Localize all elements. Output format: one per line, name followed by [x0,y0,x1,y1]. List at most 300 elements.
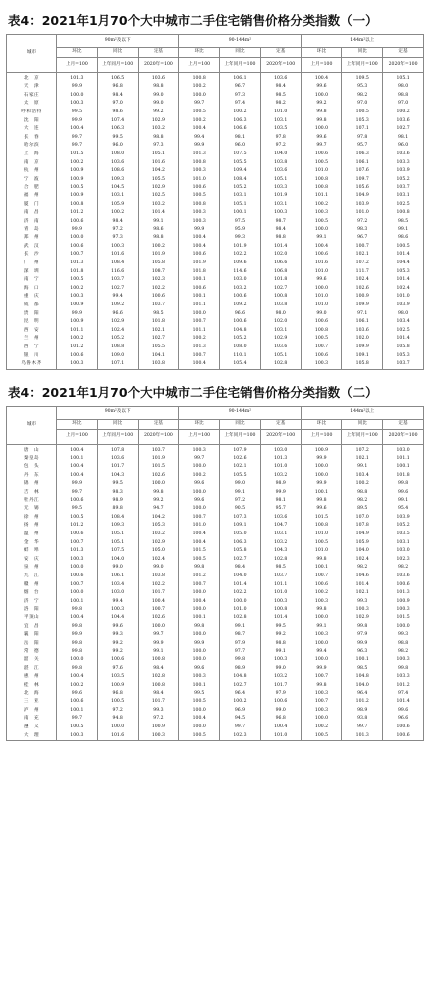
index-value: 100.2 [301,589,342,597]
index-value: 98.2 [383,648,424,656]
index-value: 98.8 [260,234,301,242]
index-value: 99.4 [179,134,220,142]
index-value: 104.4 [97,614,138,622]
city-name: 厦 门 [7,201,57,209]
index-value: 97.2 [220,497,261,505]
index-value: 101.2 [57,209,98,217]
city-name: 包 头 [7,463,57,471]
index-value: 103.7 [260,573,301,581]
index-value: 100.0 [301,472,342,480]
table-row [7,631,424,639]
index-value: 96.6 [97,310,138,318]
index-value: 103.6 [383,151,424,159]
index-value: 100.9 [97,682,138,690]
index-value: 100.3 [383,656,424,664]
city-name: 湛 江 [7,665,57,673]
table-row [7,293,424,301]
index-value: 100.7 [301,573,342,581]
table-row [7,209,424,217]
table-row [7,455,424,463]
index-value: 101.1 [260,581,301,589]
table-row [7,505,424,513]
index-value: 105.5 [138,344,179,352]
index-value: 103.6 [97,159,138,167]
index-value: 100.8 [260,606,301,614]
index-value: 102.8 [260,360,301,369]
index-value: 99.8 [57,640,98,648]
index-value: 109.3 [97,522,138,530]
index-value: 105.2 [383,176,424,184]
index-value: 101.6 [97,732,138,741]
index-value: 100.3 [57,732,98,741]
index-value: 100.7 [342,243,383,251]
city-name: 郑 州 [7,234,57,242]
index-value: 105.8 [220,547,261,555]
index-value: 102.7 [260,285,301,293]
index-value: 100.2 [220,698,261,706]
index-value: 100.7 [57,581,98,589]
index-value: 102.2 [138,285,179,293]
index-value: 109.1 [342,352,383,360]
index-value: 98.2 [260,100,301,108]
header-base-basis: 2020年=100 [260,58,301,73]
index-value: 106.3 [220,539,261,547]
index-value: 99.9 [301,480,342,488]
index-value: 99.0 [138,564,179,572]
index-value: 103.9 [383,514,424,522]
index-value: 105.3 [138,522,179,530]
index-value: 104.3 [97,472,138,480]
index-value: 100.9 [57,302,98,310]
index-value: 100.0 [179,589,220,597]
index-value: 102.9 [138,184,179,192]
index-value: 101.3 [260,455,301,463]
index-value: 96.6 [220,310,261,318]
index-value: 98.8 [138,83,179,91]
city-name: 三 亚 [7,698,57,706]
header-yoy-basis: 上年同月=100 [97,429,138,444]
index-value: 94.7 [138,505,179,513]
index-value: 100.1 [301,564,342,572]
city-name: 徐 州 [7,514,57,522]
index-value: 96.4 [220,690,261,698]
city-name: 南 充 [7,715,57,723]
index-value: 100.3 [301,598,342,606]
index-value: 100.5 [57,184,98,192]
index-value: 105.1 [260,176,301,184]
index-value: 101.0 [260,109,301,117]
index-value: 106.3 [342,151,383,159]
index-value: 100.4 [57,673,98,681]
index-value: 100.1 [179,614,220,622]
index-value: 101.9 [220,243,261,251]
table-row [7,673,424,681]
index-value: 101.3 [342,732,383,741]
index-value: 99.0 [138,100,179,108]
index-value: 104.3 [260,547,301,555]
index-value: 100.0 [301,656,342,664]
table-row [7,268,424,276]
index-value: 102.2 [220,251,261,259]
header-group2: 90-144m² [179,35,301,48]
city-name: 南 昌 [7,209,57,217]
city-name: 温 州 [7,531,57,539]
index-value: 100.6 [57,531,98,539]
city-name: 青 岛 [7,226,57,234]
header-group1: 90m²及以下 [57,406,179,419]
index-value: 100.0 [179,656,220,664]
index-value: 99.5 [97,134,138,142]
index-value: 103.8 [138,360,179,369]
index-value: 100.1 [179,293,220,301]
index-value: 98.3 [97,489,138,497]
index-value: 99.3 [97,631,138,639]
index-value: 105.8 [383,344,424,352]
city-name: 哈尔滨 [7,142,57,150]
index-value: 102.1 [342,251,383,259]
index-value: 99.0 [260,665,301,673]
index-value: 100.0 [179,92,220,100]
index-value: 99.9 [57,480,98,488]
city-name: 大 连 [7,125,57,133]
index-value: 105.3 [383,268,424,276]
index-value: 103.5 [260,125,301,133]
header-yoy: 同比 [220,419,261,429]
index-value: 106.6 [220,125,261,133]
index-value: 103.9 [383,302,424,310]
index-value: 100.6 [301,151,342,159]
table-row [7,598,424,606]
index-value: 99.5 [57,109,98,117]
index-value: 100.9 [57,176,98,184]
index-value: 99.3 [342,598,383,606]
index-value: 100.2 [97,209,138,217]
index-value: 107.2 [342,444,383,455]
index-value: 100.0 [301,715,342,723]
index-value: 94.8 [97,715,138,723]
index-value: 105.2 [97,335,138,343]
index-value: 99.6 [301,134,342,142]
index-value: 99.8 [57,665,98,673]
city-name: 宁 波 [7,176,57,184]
index-value: 104.9 [342,531,383,539]
index-value: 107.2 [342,260,383,268]
index-value: 100.5 [342,109,383,117]
index-value: 108.7 [138,268,179,276]
index-value: 103.6 [260,344,301,352]
index-value: 102.6 [138,614,179,622]
table-row [7,310,424,318]
table-row [7,142,424,150]
index-value: 98.5 [342,665,383,673]
index-value: 99.9 [301,455,342,463]
index-value: 100.9 [57,318,98,326]
index-value: 99.7 [301,142,342,150]
table-row [7,690,424,698]
index-value: 97.3 [138,142,179,150]
index-value: 97.8 [260,134,301,142]
index-value: 101.3 [57,260,98,268]
index-value: 104.7 [260,522,301,530]
index-value: 99.1 [138,218,179,226]
table-row [7,335,424,343]
index-value: 101.3 [383,589,424,597]
table-row [7,352,424,360]
index-value: 100.0 [301,92,342,100]
index-value: 101.3 [57,547,98,555]
index-value: 101.5 [383,614,424,622]
index-value: 100.9 [383,598,424,606]
index-value: 101.8 [179,268,220,276]
city-name: 乌鲁木齐 [7,360,57,369]
table-row [7,606,424,614]
header-base-basis: 2020年=100 [138,58,179,73]
city-name: 岳 阳 [7,640,57,648]
index-value: 100.6 [383,581,424,589]
index-value: 101.9 [138,455,179,463]
index-value: 99.6 [301,505,342,513]
index-value: 107.5 [220,151,261,159]
table-row [7,547,424,555]
index-value: 97.9 [220,640,261,648]
index-value: 102.1 [342,589,383,597]
index-value: 100.1 [220,209,261,217]
index-value: 101.2 [57,522,98,530]
city-name: 安 庆 [7,556,57,564]
index-value: 100.2 [179,117,220,125]
index-value: 100.9 [138,724,179,732]
index-value: 100.4 [179,125,220,133]
city-name: 长 春 [7,134,57,142]
index-value: 101.2 [57,344,98,352]
index-value: 101.1 [179,302,220,310]
index-value: 102.5 [383,327,424,335]
header-mom-basis: 上月=100 [301,429,342,444]
table-row [7,109,424,117]
city-name: 济 南 [7,218,57,226]
table-row [7,344,424,352]
index-value: 100.7 [179,514,220,522]
index-value: 99.1 [383,226,424,234]
table-row [7,665,424,673]
index-value: 100.0 [383,623,424,631]
header-mom-basis: 上月=100 [179,429,220,444]
index-value: 98.5 [260,92,301,100]
index-value: 102.9 [138,539,179,547]
index-value: 101.9 [260,192,301,200]
index-value: 100.0 [57,656,98,664]
table-row [7,732,424,741]
city-name: 武 汉 [7,243,57,251]
index-value: 100.3 [301,707,342,715]
table1 [6,34,424,370]
index-value: 99.7 [342,724,383,732]
index-value: 95.9 [220,226,261,234]
index-value: 100.1 [301,489,342,497]
index-value: 116.6 [97,268,138,276]
index-value: 102.0 [260,251,301,259]
index-value: 98.9 [342,707,383,715]
index-value: 101.4 [342,581,383,589]
index-value: 100.3 [301,360,342,369]
index-value: 99.7 [57,489,98,497]
index-value: 100.3 [179,673,220,681]
index-value: 111.7 [342,268,383,276]
index-value: 103.7 [138,444,179,455]
table-row [7,480,424,488]
index-value: 103.6 [260,167,301,175]
index-value: 98.0 [383,83,424,91]
index-value: 100.6 [220,318,261,326]
index-value: 99.6 [383,707,424,715]
index-value: 100.0 [301,614,342,622]
index-value: 99.8 [301,682,342,690]
index-value: 98.9 [260,480,301,488]
index-value: 99.8 [220,656,261,664]
index-value: 90.5 [220,505,261,513]
index-value: 99.0 [138,92,179,100]
index-value: 100.0 [301,125,342,133]
index-value: 102.7 [220,682,261,690]
city-name: 济 宁 [7,598,57,606]
index-value: 103.9 [342,201,383,209]
index-value: 100.0 [220,598,261,606]
index-value: 99.6 [179,497,220,505]
table-row [7,556,424,564]
table-row [7,623,424,631]
city-name: 石家庄 [7,92,57,100]
index-value: 107.5 [97,547,138,555]
index-value: 100.6 [57,243,98,251]
index-value: 97.0 [97,100,138,108]
index-value: 100.6 [97,656,138,664]
index-value: 99.9 [57,226,98,234]
index-value: 96.0 [383,142,424,150]
city-name: 唐 山 [7,444,57,455]
index-value: 89.8 [97,505,138,513]
index-value: 109.9 [342,344,383,352]
header-mom: 环比 [301,419,342,429]
index-value: 100.5 [301,732,342,741]
index-value: 103.3 [260,184,301,192]
index-value: 109.4 [220,167,261,175]
index-value: 101.3 [179,344,220,352]
index-value: 100.9 [57,167,98,175]
table-row [7,92,424,100]
index-value: 101.2 [342,698,383,706]
city-name: 烟 台 [7,589,57,597]
index-value: 102.7 [138,335,179,343]
index-value: 100.5 [301,218,342,226]
city-name: 呼和浩特 [7,109,57,117]
index-value: 100.4 [57,463,98,471]
city-name: 海 口 [7,285,57,293]
index-value: 103.6 [260,73,301,84]
city-name: 宜 昌 [7,623,57,631]
index-value: 98.2 [342,497,383,505]
index-value: 99.7 [138,631,179,639]
index-value: 99.1 [383,497,424,505]
index-value: 100.5 [301,335,342,343]
index-value: 101.4 [383,276,424,284]
index-value: 100.0 [179,724,220,732]
index-value: 101.7 [138,589,179,597]
index-value: 105.5 [138,176,179,184]
index-value: 101.0 [220,606,261,614]
index-value: 102.0 [342,335,383,343]
index-value: 100.6 [301,581,342,589]
index-value: 103.8 [260,302,301,310]
index-value: 104.2 [138,167,179,175]
index-value: 99.4 [97,598,138,606]
index-value: 99.6 [301,83,342,91]
table-row [7,184,424,192]
index-value: 100.0 [57,564,98,572]
index-value: 100.0 [179,489,220,497]
index-value: 103.1 [220,192,261,200]
index-value: 102.4 [342,556,383,564]
city-name: 丹 东 [7,472,57,480]
index-value: 101.4 [383,698,424,706]
index-value: 98.8 [383,640,424,648]
index-value: 101.7 [97,463,138,471]
index-value: 108.6 [97,167,138,175]
index-value: 100.3 [179,209,220,217]
index-value: 99.9 [301,665,342,673]
index-value: 103.5 [383,531,424,539]
index-value: 108.4 [220,176,261,184]
index-value: 102.8 [260,556,301,564]
table-row [7,251,424,259]
index-value: 109.3 [97,176,138,184]
table-row [7,472,424,480]
index-value: 103.1 [383,192,424,200]
index-value: 100.4 [57,472,98,480]
index-value: 99.0 [97,564,138,572]
city-name: 洛 阳 [7,606,57,614]
index-value: 101.4 [138,209,179,217]
table-row [7,117,424,125]
city-name: 惠 州 [7,673,57,681]
index-value: 103.7 [138,302,179,310]
index-value: 104.0 [260,151,301,159]
header-mom: 环比 [301,48,342,58]
city-name: 福 州 [7,192,57,200]
table-row [7,614,424,622]
index-value: 107.0 [342,514,383,522]
city-name: 金 华 [7,539,57,547]
index-value: 100.6 [260,698,301,706]
index-value: 98.1 [220,134,261,142]
index-value: 100.7 [301,673,342,681]
index-value: 100.5 [179,109,220,117]
index-value: 100.6 [383,732,424,741]
index-value: 100.8 [301,522,342,530]
index-value: 99.1 [301,623,342,631]
city-name: 北 海 [7,690,57,698]
index-value: 100.5 [57,514,98,522]
index-value: 94.5 [220,715,261,723]
city-name: 天 津 [7,83,57,91]
index-value: 97.2 [97,226,138,234]
index-value: 102.1 [220,463,261,471]
index-value: 103.4 [342,472,383,480]
index-value: 89.5 [342,505,383,513]
city-name: 遵 义 [7,724,57,732]
index-value: 105.1 [97,539,138,547]
index-value: 100.4 [179,243,220,251]
header-base-basis: 2020年=100 [383,58,424,73]
